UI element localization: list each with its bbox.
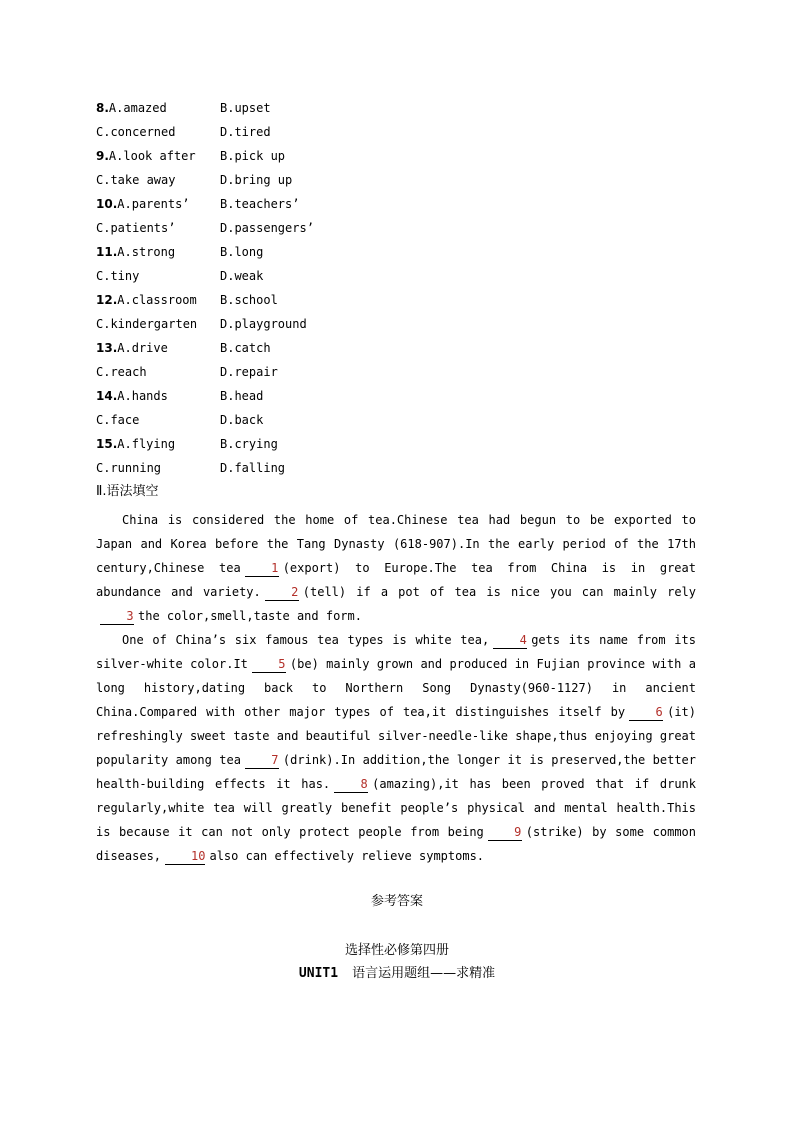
- option-a: A.amazed: [108, 101, 167, 115]
- blank-4: 4: [493, 633, 527, 649]
- question-number: 9.: [96, 149, 109, 163]
- option-c: C.patients’: [96, 221, 176, 235]
- option-a: A.hands: [117, 389, 168, 403]
- blank-2: 2: [265, 585, 299, 601]
- blank-1: 1: [245, 561, 279, 577]
- option-d: D.weak: [220, 269, 264, 283]
- option-a: A.strong: [117, 245, 176, 259]
- question-number: 14.: [96, 389, 118, 403]
- option-a: A.flying: [117, 437, 176, 451]
- passage-paragraph: [96, 508, 696, 628]
- option-d: D.tired: [220, 125, 271, 139]
- option-a: A.look after: [108, 149, 196, 163]
- option-d: D.playground: [220, 317, 307, 331]
- passage-text: (strike) by some common diseases,: [96, 825, 696, 863]
- grammar-passage: [96, 508, 696, 868]
- blank-3: 3: [100, 609, 134, 625]
- option-c: C.take away: [96, 173, 176, 187]
- passage-text: (tell) if a pot of tea is nice you can mainly rely: [302, 585, 696, 599]
- passage-text: also can effectively relieve symptoms.: [209, 849, 485, 863]
- question-number: 10.: [96, 197, 118, 211]
- option-a: A.classroom: [117, 293, 197, 307]
- passage-text: (drink).In addition,the longer it is preserved,the better health-building effects it has.: [96, 753, 696, 791]
- blank-5: 5: [252, 657, 286, 673]
- option-b: B.crying: [220, 437, 278, 451]
- passage-text: (amazing),it has been proved that if drunk regularly,white tea will greatly benefit people’s physical and mental health.This is because it can not only protect people from being: [96, 777, 697, 839]
- blank-10: 10: [165, 849, 205, 865]
- book-title: 选择性必修第四册: [344, 943, 449, 958]
- passage-text: (export) to Europe.The tea from China is in great abundance and variety.: [96, 561, 696, 599]
- option-c: C.concerned: [96, 125, 176, 139]
- unit-heading: [0, 962, 794, 981]
- option-c: C.kindergarten: [96, 317, 198, 331]
- option-d: D.falling: [220, 461, 286, 475]
- question-number: 8.: [96, 101, 109, 115]
- option-a: A.drive: [117, 341, 168, 355]
- answer-heading: 参考答案: [370, 894, 423, 909]
- question-number: 13.: [96, 341, 118, 355]
- option-d: D.back: [220, 413, 264, 427]
- passage-text: One of China’s six famous tea types is white tea,: [122, 633, 490, 647]
- option-b: B.long: [220, 245, 264, 259]
- passage-text: (be) mainly grown and produced in Fujian province with a long history,dating back to Northern Song Dynasty(960-1127) in ancient China.Compared with other major types of tea,it distinguishes itself by: [96, 657, 697, 719]
- blank-8: 8: [334, 777, 368, 793]
- option-d: D.bring up: [220, 173, 293, 187]
- unit-code: UNIT1: [298, 966, 339, 981]
- passage-paragraph: [96, 628, 696, 868]
- passage-text: China is considered the home of tea.Chinese tea had begun to be exported to Japan and Korea before the Tang Dynasty (618-907).In the early period of the 17th century,Chinese tea: [96, 513, 696, 575]
- option-b: B.head: [220, 389, 264, 403]
- passage-text: the color,smell,taste and form.: [138, 609, 362, 623]
- option-b: B.catch: [220, 341, 271, 355]
- passage-text: gets its name from its silver-white color.It: [96, 633, 696, 671]
- option-c: C.tiny: [96, 269, 140, 283]
- question-number: 12.: [96, 293, 118, 307]
- option-b: B.pick up: [220, 149, 286, 163]
- option-b: B.school: [220, 293, 278, 307]
- option-c: C.face: [96, 413, 140, 427]
- option-c: C.reach: [96, 365, 147, 379]
- blank-6: 6: [629, 705, 663, 721]
- option-b: B.upset: [220, 101, 271, 115]
- question-number: 15.: [96, 437, 118, 451]
- option-a: A.parents’: [117, 197, 190, 211]
- section-title: Ⅱ.语法填空: [96, 484, 159, 499]
- question-number: 11.: [96, 245, 118, 259]
- passage-text: (it) refreshingly sweet taste and beautiful silver-needle-like shape,thus enjoying great popularity among tea: [96, 705, 696, 767]
- blank-7: 7: [245, 753, 279, 769]
- option-d: D.repair: [220, 365, 278, 379]
- option-d: D.passengers’: [220, 221, 314, 235]
- unit-title: 语言运用题组——求精准: [352, 966, 496, 981]
- blank-9: 9: [488, 825, 522, 841]
- option-b: B.teachers’: [220, 197, 300, 211]
- option-c: C.running: [96, 461, 162, 475]
